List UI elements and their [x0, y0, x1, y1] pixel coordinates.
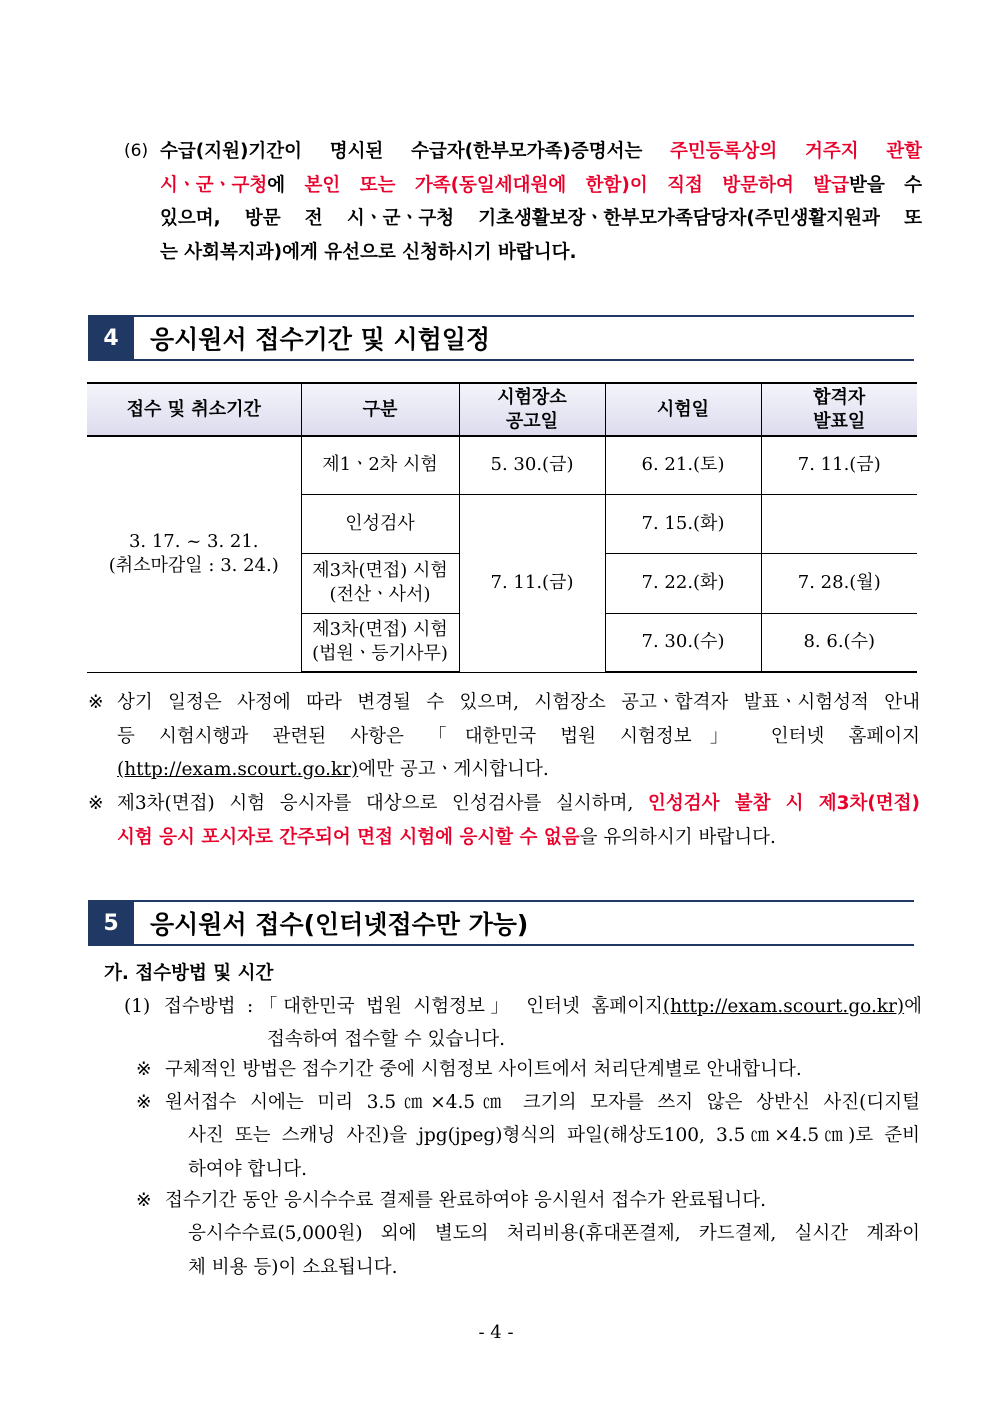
exam-site-link[interactable]: (http://exam.scourt.go.kr): [117, 759, 359, 780]
note-5-2-line-3: 하여야 합니다.: [188, 1158, 307, 1180]
type-cell: 제3차(면접) 시험 (전산ㆍ사서): [301, 553, 459, 613]
note-2-line-1: 제3차(면접) 시험 응시자를 대상으로 인성검사를 실시하며, 인성검사 불참 시 제3차(면접): [117, 793, 921, 814]
header-period: 접수 및 취소기간: [87, 383, 301, 436]
note-5-1: 구체적인 방법은 접수기간 중에 시험정보 사이트에서 처리단계별로 안내합니다.: [165, 1059, 802, 1080]
para-6-number: (6): [124, 141, 149, 161]
type-cell: 제3차(면접) 시험 (법원ㆍ등기사무): [301, 613, 459, 672]
note-2-line-2: 시험 응시 포시자로 간주되어 면접 시험에 응시할 수 없음을 유의하시기 바랍니다.: [117, 826, 776, 848]
venue-merged-cell: 7. 11.(금): [459, 494, 605, 672]
section-5-bottom-rule: [88, 944, 914, 946]
item-1-line-1: 접수방법 :「대한민국 법원 시험정보」 인터넷 홈페이지(http://exam.scourt.go.kr)에: [164, 996, 922, 1017]
period-cell: 3. 17. ~ 3. 21. (취소마감일 : 3. 24.): [87, 436, 301, 672]
header-date: 시험일: [605, 383, 761, 436]
result-cell: [761, 494, 917, 553]
para-6-line-1: 수급(지원)기간이 명시된 수급자(한부모가족)증명서는 주민등록상의 거주지 관할: [160, 141, 922, 162]
schedule-table: [87, 382, 917, 673]
note-mark: ※: [88, 692, 104, 713]
result-cell: 8. 6.(수): [761, 613, 917, 672]
item-1-line-2: 접속하여 접수할 수 있습니다.: [267, 1029, 505, 1050]
section-4-title: 응시원서 접수기간 및 시험일정: [150, 325, 491, 354]
note-1-line-2: 등 시험시행과 관련된 사항은 「대한민국 법원 시험정보」 인터넷 홈페이지: [117, 725, 920, 747]
date-cell: 7. 30.(수): [605, 613, 761, 672]
section-5-title: 응시원서 접수(인터넷접수만 가능): [150, 910, 529, 939]
note-5-2-line-2: 사진 또는 스캐닝 사진)을 jpg(jpeg)형식의 파일(해상도100, 3.5㎝×4.5㎝)로 준비: [188, 1125, 920, 1146]
table-header-row: [87, 383, 917, 436]
date-cell: 7. 15.(화): [605, 494, 761, 553]
exam-site-link[interactable]: (http://exam.scourt.go.kr): [662, 996, 905, 1017]
para-6-line-2: 시ㆍ군ㆍ구청에 본인 또는 가족(동일세대원에 한함)이 직접 방문하여 발급받을 수: [160, 174, 922, 196]
note-mark: ※: [136, 1092, 152, 1113]
para-6-line-4: 는 사회복지과)에게 유선으로 신청하시기 바랍니다.: [160, 241, 577, 263]
type-cell: 제1ㆍ2차 시험: [301, 436, 459, 494]
header-venue: 시험장소 공고일: [459, 383, 605, 436]
date-cell: 7. 22.(화): [605, 553, 761, 613]
item-1-number: (1): [124, 996, 151, 1017]
para-6-line-3: 있으며, 방문 전 시ㆍ군ㆍ구청 기초생활보장ㆍ한부모가족담당자(주민생활지원과 또: [160, 208, 922, 229]
page-number: - 4 -: [478, 1322, 514, 1343]
venue-cell: 5. 30.(금): [459, 436, 605, 494]
header-result: 합격자 발표일: [761, 383, 917, 436]
sub-title-application-method: 가. 접수방법 및 시간: [104, 963, 274, 984]
table-row: [87, 436, 917, 494]
date-cell: 6. 21.(토): [605, 436, 761, 494]
note-5-3-line-1: 접수기간 동안 응시수수료 결제를 완료하여야 응시원서 접수가 완료됩니다.: [165, 1190, 767, 1211]
section-5-header: [88, 900, 914, 946]
header-type: 구분: [301, 383, 459, 436]
note-mark: ※: [136, 1059, 152, 1080]
type-cell: 인성검사: [301, 494, 459, 553]
note-5-3-line-3: 체 비용 등)이 소요됩니다.: [188, 1256, 398, 1278]
section-4-header: [88, 315, 914, 361]
section-4-number: 4: [88, 317, 134, 359]
result-cell: 7. 11.(금): [761, 436, 917, 494]
result-cell: 7. 28.(월): [761, 553, 917, 613]
note-1-line-3: (http://exam.scourt.go.kr)에만 공고ㆍ게시합니다.: [117, 759, 549, 780]
note-5-3-line-2: 응시수수료(5,000원) 외에 별도의 처리비용(휴대폰결제, 카드결제, 실시간 계좌이: [188, 1223, 920, 1244]
note-5-2-line-1: 원서접수 시에는 미리 3.5㎝×4.5㎝ 크기의 모자를 쓰지 않은 상반신 사진(디지털: [165, 1092, 920, 1113]
note-mark: ※: [136, 1190, 152, 1211]
note-mark: ※: [88, 793, 104, 814]
note-1-line-1: 상기 일정은 사정에 따라 변경될 수 있으며, 시험장소 공고ㆍ합격자 발표ㆍ시험성적 안내: [117, 692, 920, 713]
section-4-bottom-rule: [88, 359, 914, 361]
section-5-number: 5: [88, 902, 134, 944]
